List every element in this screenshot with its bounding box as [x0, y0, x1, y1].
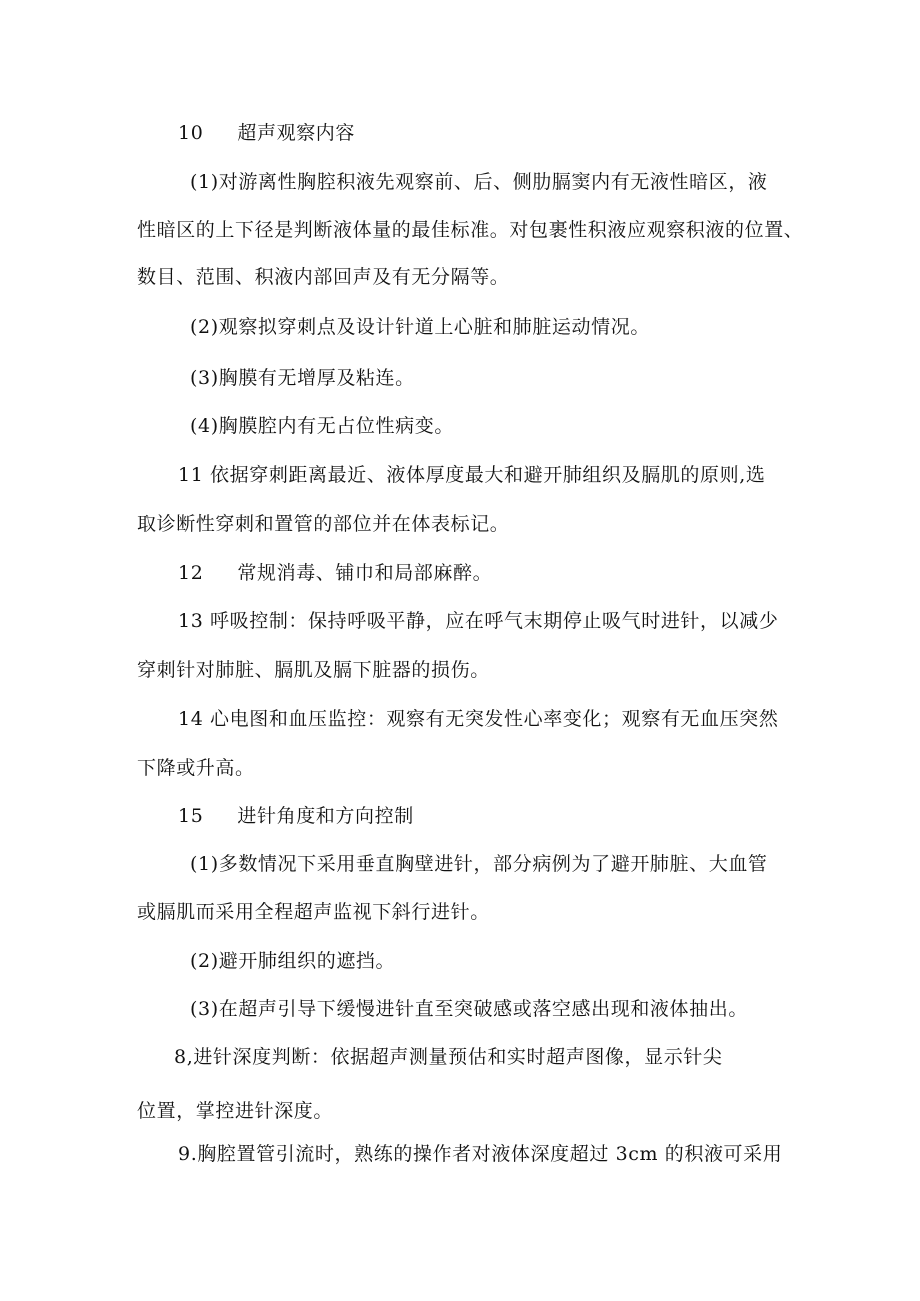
paragraph-line: 取诊断性穿刺和置管的部位并在体表标记。: [137, 513, 510, 535]
heading-number: 12: [178, 562, 204, 584]
heading-text: 超声观察内容: [237, 122, 355, 144]
paragraph-line: (2)观察拟穿刺点及设计针道上心脏和肺脏运动情况。: [190, 316, 650, 338]
heading-text: 常规消毒、铺巾和局部麻醉。: [237, 562, 493, 584]
paragraph-line: (3)在超声引导下缓慢进针直至突破感或落空感出现和液体抽出。: [190, 998, 748, 1020]
paragraph-line: 或膈肌而采用全程超声监视下斜行进针。: [137, 901, 490, 923]
heading-12: [178, 561, 492, 585]
paragraph-line: (3)胸膜有无增厚及粘连。: [190, 367, 415, 389]
paragraph-line: 11 依据穿刺距离最近、液体厚度最大和避开肺组织及膈肌的原则,选: [178, 464, 766, 486]
paragraph-line: 穿刺针对肺脏、膈肌及膈下脏器的损伤。: [137, 659, 490, 681]
heading-number: 10: [178, 122, 204, 144]
paragraph-line: 性暗区的上下径是判断液体量的最佳标准。对包裹性积液应观察积液的位置、: [137, 219, 804, 241]
paragraph-line: (1)对游离性胸腔积液先观察前、后、侧肋膈窦内有无液性暗区，液: [190, 171, 768, 193]
paragraph-line: 13 呼吸控制：保持呼吸平静，应在呼气末期停止吸气时进针，以减少: [178, 610, 779, 632]
heading-15: [178, 804, 414, 828]
paragraph-line: 位置，掌控进针深度。: [137, 1100, 334, 1122]
paragraph-line: (1)多数情况下采用垂直胸壁进针，部分病例为了避开肺脏、大血管: [190, 853, 768, 875]
paragraph-line: 8,进针深度判断：依据超声测量预估和实时超声图像，显示针尖: [174, 1046, 723, 1068]
heading-text: 进针角度和方向控制: [237, 805, 414, 827]
paragraph-line: (2)避开肺组织的遮挡。: [190, 950, 396, 972]
heading-10: [178, 121, 355, 145]
paragraph-line: 下降或升高。: [137, 757, 255, 779]
paragraph-line: 14 心电图和血压监控：观察有无突发性心率变化；观察有无血压突然: [178, 708, 779, 730]
paragraph-line: 9.胸腔置管引流时，熟练的操作者对液体深度超过 3cm 的积液可采用: [178, 1143, 783, 1165]
paragraph-line: 数目、范围、积液内部回声及有无分隔等。: [137, 266, 510, 288]
heading-number: 15: [178, 805, 204, 827]
paragraph-line: (4)胸膜腔内有无占位性病变。: [190, 415, 454, 437]
